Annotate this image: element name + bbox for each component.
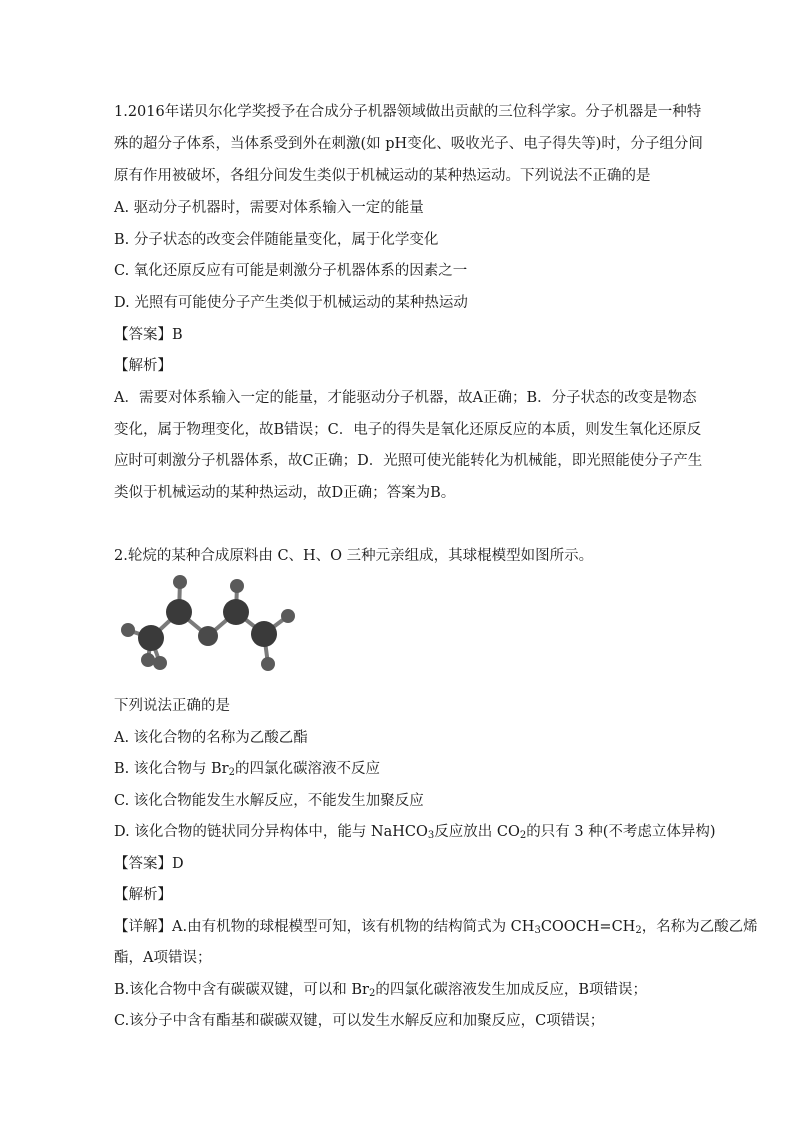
q2-option-b: B. 该化合物与 $Br_2$的四氯化碳溶液不反应: [114, 761, 380, 778]
q2-analysis-label: 【解析】: [114, 887, 172, 903]
carbon-atom: [138, 625, 164, 651]
hydrogen-atom: [153, 656, 167, 670]
q1-answer: 【答案】B: [114, 327, 183, 343]
q1-analysis-line-4: 类似于机械运动的某种热运动，故D正确；答案为B。: [114, 485, 456, 501]
carbon-atom: [223, 599, 249, 625]
carbon-atom: [251, 621, 277, 647]
q1-stem-line-3: 原有作用被破坏，各组分间发生类似于机械运动的某种热运动。下列说法不正确的是: [114, 168, 651, 184]
hydrogen-atom: [141, 653, 155, 667]
q2-prompt: 下列说法正确的是: [114, 698, 230, 714]
q2-option-d: D. 该化合物的链状同分异构体中，能与 NaHCO$_3$反应放出 $CO_2$的只有 3 种(不考虑立体异构): [114, 824, 716, 841]
hydrogen-atom: [261, 657, 275, 671]
q1-analysis-line-3: 应时可刺激分子机器体系，故C正确；D．光照可使光能转化为机械能，即光照能使分子产生: [114, 453, 703, 469]
q1-analysis-line-2: 变化，属于物理变化，故B错误；C．电子的得失是氧化还原反应的本质，则发生氧化还原反: [114, 422, 702, 438]
q2-detail-line-3: B.该化合物中含有碳碳双键，可以和 $Br_2$的四氯化碳溶液发生加成反应，B项错误；: [114, 982, 647, 999]
q2-stem: 2.轮烷的某种合成原料由 C、H、O 三种元亲组成，其球棍模型如图所示。: [114, 548, 594, 564]
q1-option-a: A. 驱动分子机器时，需要对体系输入一定的能量: [114, 200, 424, 216]
q1-stem-line-1: 1.2016年诺贝尔化学奖授予在合成分子机器领域做出贡献的三位科学家。分子机器是一种特: [114, 104, 702, 120]
q2-option-c: C. 该化合物能发生水解反应，不能发生加聚反应: [114, 793, 424, 809]
q2-option-a: A. 该化合物的名称为乙酸乙酯: [114, 730, 308, 746]
q1-option-b: B. 分子状态的改变会伴随能量变化，属于化学变化: [114, 232, 439, 248]
q2-detail-line-4: C.该分子中含有酯基和碳碳双键，可以发生水解反应和加聚反应，C项错误；: [114, 1013, 605, 1029]
ball-and-stick-model: [114, 572, 314, 676]
hydrogen-atom: [173, 575, 187, 589]
q2-answer: 【答案】D: [114, 856, 184, 872]
hydrogen-atom: [230, 579, 244, 593]
oxygen-atom: [198, 626, 218, 646]
q2-detail-line-2: 酯，A项错误；: [114, 950, 212, 966]
hydrogen-atom: [281, 609, 295, 623]
q2-detail-line-1: 【详解】A.由有机物的球棍模型可知，该有机物的结构简式为 $CH_3COOCH=CH_2$，名称为乙酸乙烯: [114, 919, 758, 936]
q1-option-c: C. 氧化还原反应有可能是刺激分子机器体系的因素之一: [114, 263, 468, 279]
q1-analysis-line-1: A．需要对体系输入一定的能量，才能驱动分子机器，故A正确；B．分子状态的改变是物态: [114, 390, 697, 406]
q1-stem-line-2: 殊的超分子体系，当体系受到外在刺激(如 pH变化、吸收光子、电子得失等)时，分子组分间: [114, 136, 703, 152]
q1-analysis-label: 【解析】: [114, 358, 172, 374]
hydrogen-atom: [121, 623, 135, 637]
carbon-atom: [166, 599, 192, 625]
q1-option-d: D. 光照有可能使分子产生类似于机械运动的某种热运动: [114, 295, 468, 311]
